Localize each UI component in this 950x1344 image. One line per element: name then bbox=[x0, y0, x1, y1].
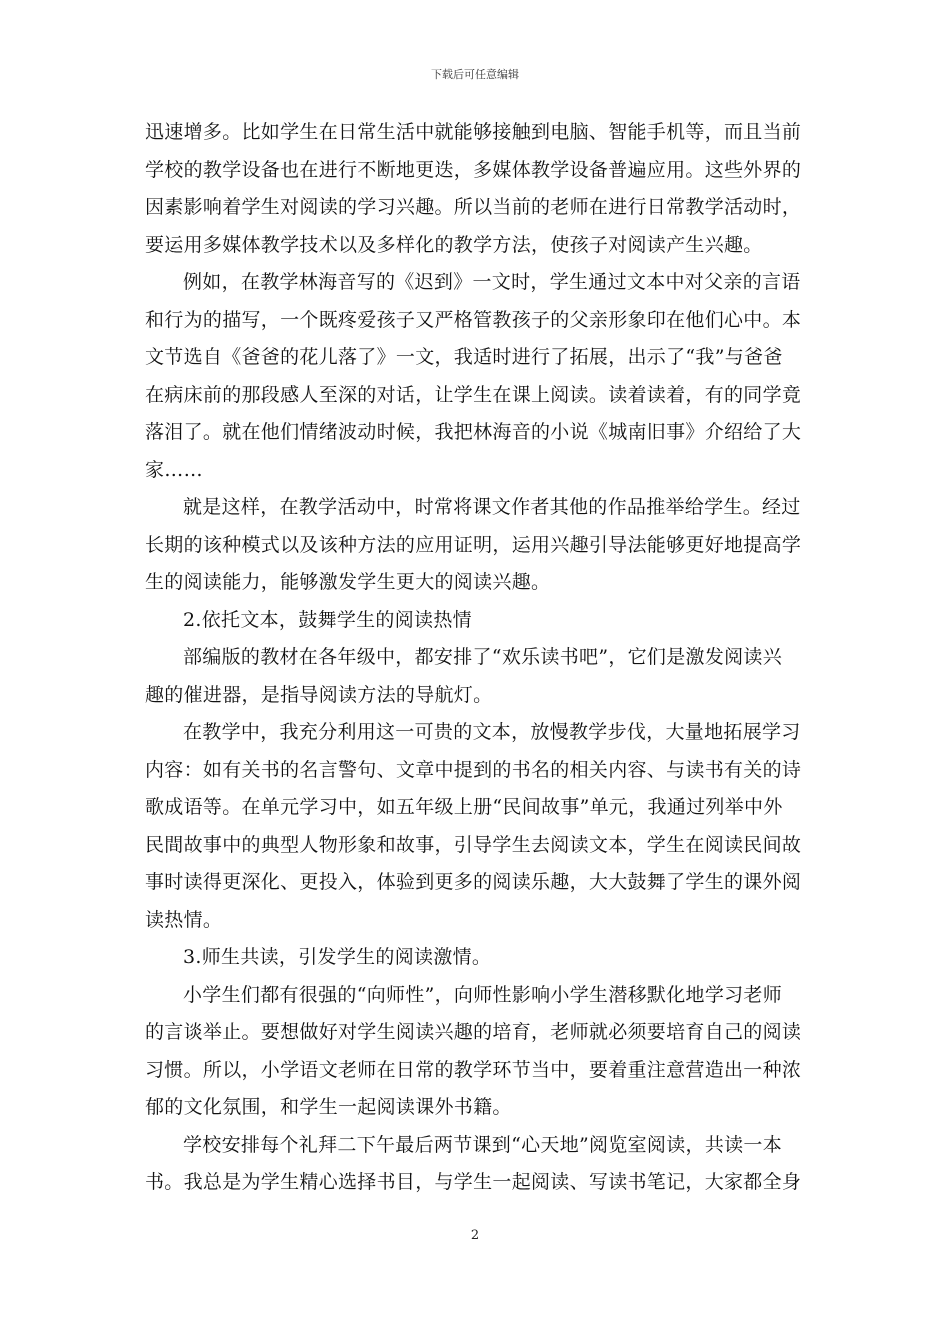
text-line: 家…… bbox=[145, 458, 203, 481]
text-line: 歌成语等。在单元学习中，如五年级上册“民间故事”单元，我通过列举中外 bbox=[145, 796, 783, 818]
text-line: 习惯。所以，小学语文老师在日常的教学环节当中，要着重注意营造出一种浓 bbox=[145, 1058, 802, 1081]
text-line: 趣的催进器，是指导阅读方法的导航灯。 bbox=[145, 683, 493, 706]
text-line: 学校安排每个礼拜二下午最后两节课到“心天地”阅览室阅读，共读一本 bbox=[183, 1133, 783, 1156]
page-header: 下载后可任意编辑 bbox=[431, 68, 519, 81]
text-line: 民間故事中的典型人物形象和故事，引导学生去阅读文本，学生在阅读民间故 bbox=[145, 833, 802, 856]
text-line: 长期的该种模式以及该种方法的应用证明，运用兴趣引导法能够更好地提高学 bbox=[145, 533, 802, 556]
text-line: 就是这样，在教学活动中，时常将课文作者其他的作品推举给学生。经过 bbox=[183, 496, 801, 518]
text-line: 要运用多媒体教学技术以及多样化的教学方法，使孩子对阅读产生兴趣。 bbox=[145, 233, 763, 256]
text-line: 2.依托文本，鼓舞学生的阅读热情 bbox=[183, 608, 472, 631]
text-line: 小学生们都有很强的“向师性”，向师性影响小学生潜移默化地学习老师 bbox=[183, 983, 783, 1006]
text-line: 部编版的教材在各年级中，都安排了“欢乐读书吧”，它们是激发阅读兴 bbox=[183, 646, 783, 668]
text-line: 读热情。 bbox=[145, 908, 223, 931]
text-line: 3.师生共读，引发学生的阅读激情。 bbox=[183, 946, 492, 968]
text-line: 学校的教学设备也在进行不断地更迭，多媒体教学设备普遍应用。这些外界的 bbox=[145, 158, 802, 181]
text-line: 书。我总是为学生精心选择书目，与学生一起阅读、写读书笔记，大家都全身 bbox=[145, 1171, 802, 1193]
text-line: 内容：如有关书的名言警句、文章中提到的书名的相关内容、与读书有关的诗 bbox=[145, 758, 802, 781]
text-line: 事时读得更深化、更投入，体验到更多的阅读乐趣，大大鼓舞了学生的课外阅 bbox=[145, 871, 802, 893]
text-line: 迅速增多。比如学生在日常生活中就能够接触到电脑、智能手机等，而且当前 bbox=[145, 121, 802, 143]
text-line: 例如，在教学林海音写的《迟到》一文时，学生通过文本中对父亲的言语 bbox=[183, 271, 801, 293]
text-line: 生的阅读能力，能够激发学生更大的阅读兴趣。 bbox=[145, 571, 551, 593]
text-line: 的言谈举止。要想做好对学生阅读兴趣的培育，老师就必须要培育自己的阅读 bbox=[145, 1021, 802, 1043]
text-line: 和行为的描写，一个既疼爱孩子又严格管教孩子的父亲形象印在他们心中。本 bbox=[145, 308, 802, 331]
text-line: 在病床前的那段感人至深的对话，让学生在课上阅读。读着读着，有的同学竟 bbox=[145, 383, 802, 406]
text-line: 在教学中，我充分利用这一可贵的文本，放慢教学步伐，大量地拓展学习 bbox=[183, 721, 801, 743]
text-line: 郁的文化氛围，和学生一起阅读课外书籍。 bbox=[145, 1096, 512, 1118]
page-number: 2 bbox=[470, 1228, 480, 1243]
text-line: 文节选自《爸爸的花儿落了》一文，我适时进行了拓展，出示了“我”与爸爸 bbox=[145, 346, 783, 368]
document-body bbox=[145, 114, 809, 1202]
text-line: 因素影响着学生对阅读的学习兴趣。所以当前的老师在进行日常教学活动时， bbox=[145, 196, 802, 218]
text-line: 落泪了。就在他们情绪波动时候，我把林海音的小说《城南旧事》介绍给了大 bbox=[145, 421, 802, 443]
